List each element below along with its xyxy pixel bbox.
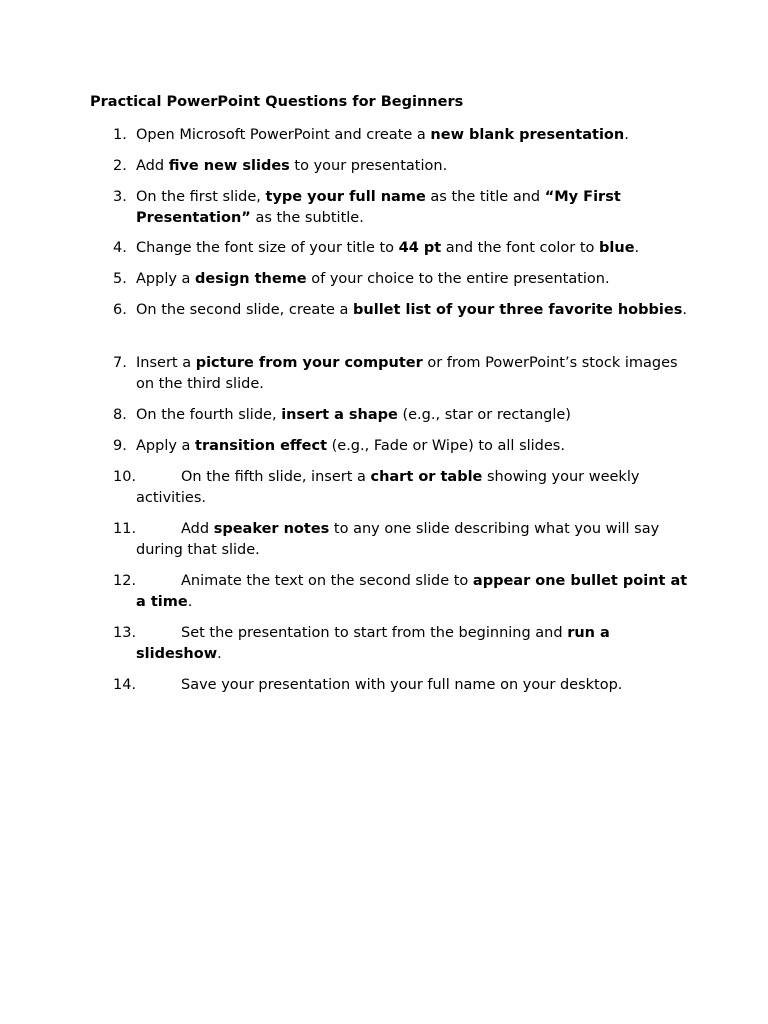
question-text-bold: blue (599, 240, 635, 256)
question-text-part: On the second slide, create a (136, 302, 354, 318)
question-number: 7. (113, 355, 127, 371)
question-text (136, 623, 696, 665)
question-text-bold: new blank presentation (430, 127, 625, 143)
question-text-bold: “My First Presentation” (136, 189, 621, 226)
question-text-part: or from PowerPoint’s stock images on the third slide. (136, 355, 678, 392)
question-text-bold: 44 pt (398, 240, 442, 256)
question-number: 10. (113, 469, 137, 485)
question-text-part: . (217, 646, 222, 662)
question-text (136, 269, 696, 290)
question-text-part: to your presentation. (289, 158, 448, 174)
question-text-part: to any one slide describing what you will say during that slide. (136, 521, 660, 558)
question-text (136, 675, 696, 696)
question-text (136, 300, 696, 321)
question-text-bold: speaker notes (213, 521, 330, 537)
question-text-part: On the fourth slide, (136, 407, 282, 423)
question-text-part: as the title and (425, 189, 545, 205)
question-text (136, 187, 696, 229)
question-number: 5. (113, 271, 127, 287)
question-text-bold: chart or table (370, 469, 483, 485)
question-number: 6. (113, 302, 127, 318)
question-text-part: On the first slide, (136, 189, 266, 205)
question-text-part: Add (136, 158, 169, 174)
question-text-part: Set the presentation to start from the beginning and (181, 625, 568, 641)
question-text-bold: bullet list of your three favorite hobbies (353, 302, 683, 318)
question-number: 2. (113, 158, 127, 174)
question-text-part: (e.g., Fade or Wipe) to all slides. (327, 438, 565, 454)
question-text-part: (e.g., star or rectangle) (397, 407, 571, 423)
question-text-bold: appear one bullet point at a time (136, 573, 688, 610)
document-title: Practical PowerPoint Questions for Beginners (90, 94, 464, 110)
question-number: 13. (113, 625, 137, 641)
question-text-part: Animate the text on the second slide to (181, 573, 473, 589)
question-text-part: as the subtitle. (250, 210, 364, 226)
question-text (136, 436, 696, 457)
question-text (136, 519, 696, 561)
question-text-part: Open Microsoft PowerPoint and create a (136, 127, 431, 143)
question-text-bold: type your full name (265, 189, 426, 205)
question-text-part: showing your weekly activities. (136, 469, 640, 506)
question-text (136, 571, 696, 613)
question-number: 12. (113, 573, 137, 589)
question-number: 14. (113, 677, 137, 693)
question-text-part: . (624, 127, 629, 143)
question-text-part: Apply a (136, 271, 196, 287)
question-text-part: Insert a (136, 355, 196, 371)
question-text (136, 238, 696, 259)
question-text (136, 467, 696, 509)
question-text-bold: five new slides (168, 158, 290, 174)
question-text-part: Add (181, 521, 214, 537)
question-text-part: On the fifth slide, insert a (181, 469, 371, 485)
question-text-bold: transition effect (195, 438, 328, 454)
question-text (136, 353, 696, 395)
question-number: 1. (113, 127, 127, 143)
question-text-part: Apply a (136, 438, 196, 454)
question-text (136, 156, 696, 177)
question-number: 4. (113, 240, 127, 256)
question-text-part: and the font color to (441, 240, 600, 256)
question-text (136, 405, 696, 426)
question-text-bold: design theme (195, 271, 307, 287)
question-text-part: . (187, 594, 193, 610)
question-text-bold: run a slideshow (136, 625, 610, 662)
question-number: 11. (113, 521, 137, 537)
question-text (136, 125, 696, 146)
question-text-part: Save your presentation with your full name on your desktop. (181, 677, 623, 693)
question-number: 9. (113, 438, 127, 454)
question-text-bold: picture from your computer (195, 355, 423, 371)
question-number: 3. (113, 189, 127, 205)
question-text-part: of your choice to the entire presentation. (306, 271, 610, 287)
question-text-bold: insert a shape (281, 407, 398, 423)
question-text-part: . (634, 240, 640, 256)
question-text-part: . (682, 302, 687, 318)
question-number: 8. (113, 407, 127, 423)
question-text-part: Change the font size of your title to (136, 240, 399, 256)
